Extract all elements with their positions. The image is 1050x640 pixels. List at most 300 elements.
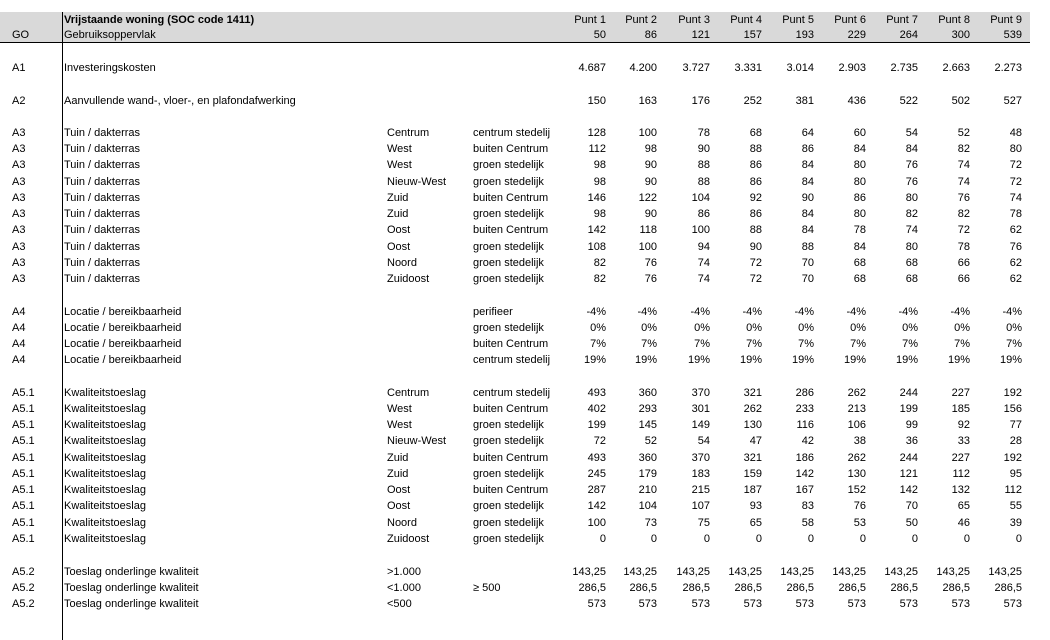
row-value[interactable]: 74	[957, 159, 970, 171]
row-value[interactable]: 522	[899, 95, 918, 107]
row-value[interactable]: 84	[801, 159, 814, 171]
point-header[interactable]: Punt 6	[834, 14, 866, 26]
row-value[interactable]: 84	[853, 241, 866, 253]
row-region[interactable]: Zuid	[387, 208, 409, 220]
row-value[interactable]: 72	[749, 273, 762, 285]
go-label[interactable]: GO	[12, 29, 30, 41]
row-value[interactable]: 0	[599, 533, 606, 545]
row-value[interactable]: 227	[951, 452, 970, 464]
row-value[interactable]: 74	[697, 273, 710, 285]
row-value[interactable]: 80	[905, 192, 918, 204]
row-value[interactable]: 0	[911, 533, 918, 545]
row-value[interactable]: 112	[952, 468, 970, 480]
row-description[interactable]: Tuin / dakterras	[64, 192, 141, 204]
row-value[interactable]: 0%	[590, 322, 606, 334]
row-value[interactable]: -4%	[794, 306, 814, 318]
row-value[interactable]: 80	[853, 208, 866, 220]
row-value[interactable]: 70	[905, 500, 918, 512]
row-value[interactable]: 78	[957, 241, 970, 253]
row-value[interactable]: 301	[691, 403, 710, 415]
row-description[interactable]: Kwaliteitstoeslag	[64, 387, 146, 399]
row-code[interactable]: A3	[12, 241, 26, 253]
point-header[interactable]: Punt 1	[574, 14, 606, 26]
row-value[interactable]: 72	[749, 257, 762, 269]
row-area-type[interactable]: groen stedelijk	[473, 322, 544, 334]
row-value[interactable]: 527	[1003, 95, 1022, 107]
row-value[interactable]: 70	[801, 257, 814, 269]
row-value[interactable]: 19%	[791, 354, 814, 366]
row-area-type[interactable]: groen stedelijk	[473, 468, 544, 480]
row-value[interactable]: 183	[691, 468, 710, 480]
row-value[interactable]: 0	[703, 533, 710, 545]
row-area-type[interactable]: buiten Centrum	[473, 452, 549, 464]
row-value[interactable]: 244	[899, 452, 918, 464]
row-value[interactable]: 76	[957, 192, 970, 204]
row-value[interactable]: 176	[691, 95, 710, 107]
point-header[interactable]: Punt 8	[938, 14, 970, 26]
row-value[interactable]: 2.663	[942, 62, 970, 74]
row-region[interactable]: Oost	[387, 241, 411, 253]
row-code[interactable]: A5.1	[12, 533, 35, 545]
row-region[interactable]: West	[387, 159, 412, 171]
row-value[interactable]: 84	[801, 224, 814, 236]
row-value[interactable]: 76	[1009, 241, 1022, 253]
row-value[interactable]: 286,5	[890, 582, 918, 594]
sheet-title[interactable]: Vrijstaande woning (SOC code 1411)	[64, 14, 255, 26]
row-value[interactable]: 286,5	[629, 582, 657, 594]
row-value[interactable]: 19%	[895, 354, 918, 366]
row-value[interactable]: 65	[749, 517, 762, 529]
row-value[interactable]: 143,25	[572, 566, 606, 578]
row-area-type[interactable]: groen stedelijk	[473, 500, 544, 512]
row-value[interactable]: 321	[743, 452, 762, 464]
row-description[interactable]: Locatie / bereikbaarheid	[64, 322, 182, 334]
row-value[interactable]: 286,5	[942, 582, 970, 594]
row-description[interactable]: Tuin / dakterras	[64, 257, 141, 269]
row-value[interactable]: -4%	[846, 306, 866, 318]
row-value[interactable]: 493	[587, 452, 606, 464]
row-value[interactable]: 192	[1003, 452, 1022, 464]
row-area-type[interactable]: buiten Centrum	[473, 143, 549, 155]
row-description[interactable]: Kwaliteitstoeslag	[64, 435, 146, 447]
row-value[interactable]: 143,25	[728, 566, 762, 578]
row-value[interactable]: 80	[1009, 143, 1022, 155]
row-value[interactable]: 130	[847, 468, 866, 480]
row-value[interactable]: 573	[638, 598, 657, 610]
row-value[interactable]: 86	[749, 208, 762, 220]
row-value[interactable]: 92	[749, 192, 762, 204]
row-value[interactable]: 286,5	[994, 582, 1022, 594]
row-region[interactable]: <500	[387, 598, 412, 610]
row-value[interactable]: 360	[638, 452, 657, 464]
row-value[interactable]: 321	[743, 387, 762, 399]
row-value[interactable]: 262	[847, 452, 866, 464]
row-description[interactable]: Kwaliteitstoeslag	[64, 452, 146, 464]
row-description[interactable]: Tuin / dakterras	[64, 208, 141, 220]
row-description[interactable]: Tuin / dakterras	[64, 224, 141, 236]
row-value[interactable]: 72	[1009, 176, 1022, 188]
row-value[interactable]: 187	[743, 484, 762, 496]
row-value[interactable]: 7%	[798, 338, 814, 350]
row-code[interactable]: A4	[12, 306, 26, 318]
row-value[interactable]: 52	[644, 435, 657, 447]
row-value[interactable]: -4%	[742, 306, 762, 318]
row-value[interactable]: 370	[691, 387, 710, 399]
row-code[interactable]: A5.1	[12, 419, 35, 431]
row-value[interactable]: 78	[853, 224, 866, 236]
row-region[interactable]: Nieuw-West	[387, 176, 447, 188]
row-value[interactable]: 0%	[850, 322, 866, 334]
row-value[interactable]: 72	[1009, 159, 1022, 171]
row-value[interactable]: 60	[853, 127, 866, 139]
row-area-type[interactable]: groen stedelijk	[473, 208, 544, 220]
row-value[interactable]: 3.014	[786, 62, 814, 74]
row-area-type[interactable]: groen stedelijk	[473, 435, 544, 447]
row-description[interactable]: Tuin / dakterras	[64, 143, 141, 155]
row-value[interactable]: 573	[951, 598, 970, 610]
row-value[interactable]: 0	[650, 533, 657, 545]
row-region[interactable]: Nieuw-West	[387, 435, 447, 447]
row-value[interactable]: 0%	[954, 322, 970, 334]
row-value[interactable]: -4%	[637, 306, 657, 318]
row-code[interactable]: A5.1	[12, 452, 35, 464]
row-value[interactable]: 84	[905, 143, 918, 155]
row-value[interactable]: 19%	[999, 354, 1022, 366]
row-value[interactable]: 94	[697, 241, 710, 253]
row-description[interactable]: Aanvullende wand-, vloer-, en plafondafwerking	[64, 95, 296, 107]
row-value[interactable]: 179	[638, 468, 657, 480]
row-value[interactable]: 90	[697, 143, 710, 155]
row-value[interactable]: 573	[795, 598, 814, 610]
row-value[interactable]: 86	[853, 192, 866, 204]
row-value[interactable]: 106	[847, 419, 866, 431]
row-value[interactable]: 143,25	[623, 566, 657, 578]
row-value[interactable]: 215	[691, 484, 710, 496]
point-header[interactable]: Punt 3	[678, 14, 710, 26]
row-area-type[interactable]: groen stedelijk	[473, 159, 544, 171]
row-value[interactable]: 90	[749, 241, 762, 253]
row-value[interactable]: 0	[963, 533, 970, 545]
row-value[interactable]: 86	[697, 208, 710, 220]
row-region[interactable]: >1.000	[387, 566, 421, 578]
row-value[interactable]: 62	[1009, 273, 1022, 285]
row-value[interactable]: 0%	[694, 322, 710, 334]
row-region[interactable]: Noord	[387, 517, 417, 529]
row-value[interactable]: 132	[951, 484, 970, 496]
row-region[interactable]: West	[387, 403, 412, 415]
row-area-type[interactable]: ≥ 500	[473, 582, 501, 594]
row-value[interactable]: 100	[638, 241, 657, 253]
row-region[interactable]: Zuidoost	[387, 533, 430, 545]
row-value[interactable]: 143,25	[936, 566, 970, 578]
row-value[interactable]: 2.903	[838, 62, 866, 74]
row-value[interactable]: 88	[749, 224, 762, 236]
row-region[interactable]: West	[387, 143, 412, 155]
row-value[interactable]: 76	[644, 273, 657, 285]
row-value[interactable]: 573	[847, 598, 866, 610]
area-value[interactable]: 157	[743, 29, 762, 41]
row-value[interactable]: 39	[1009, 517, 1022, 529]
row-value[interactable]: 159	[743, 468, 762, 480]
row-region[interactable]: Centrum	[387, 127, 430, 139]
row-region[interactable]: West	[387, 419, 412, 431]
row-value[interactable]: 150	[587, 95, 606, 107]
row-area-type[interactable]: groen stedelijk	[473, 241, 544, 253]
row-value[interactable]: 33	[957, 435, 970, 447]
row-value[interactable]: 199	[899, 403, 918, 415]
row-value[interactable]: 68	[749, 127, 762, 139]
row-value[interactable]: 98	[593, 208, 606, 220]
row-value[interactable]: 0	[755, 533, 762, 545]
row-code[interactable]: A3	[12, 224, 26, 236]
row-value[interactable]: 88	[697, 176, 710, 188]
row-value[interactable]: 54	[697, 435, 710, 447]
row-value[interactable]: 19%	[739, 354, 762, 366]
row-value[interactable]: 573	[587, 598, 606, 610]
row-code[interactable]: A5.1	[12, 435, 35, 447]
row-value[interactable]: 213	[847, 403, 866, 415]
row-description[interactable]: Locatie / bereikbaarheid	[64, 338, 182, 350]
row-value[interactable]: 130	[743, 419, 762, 431]
row-value[interactable]: 0	[1015, 533, 1022, 545]
row-value[interactable]: 0%	[1006, 322, 1022, 334]
row-description[interactable]: Kwaliteitstoeslag	[64, 533, 146, 545]
row-area-type[interactable]: groen stedelijk	[473, 419, 544, 431]
row-code[interactable]: A5.1	[12, 517, 35, 529]
row-value[interactable]: 82	[593, 257, 606, 269]
row-value[interactable]: 118	[639, 224, 657, 236]
row-value[interactable]: 53	[853, 517, 866, 529]
row-value[interactable]: 74	[1009, 192, 1022, 204]
row-value[interactable]: 73	[644, 517, 657, 529]
row-value[interactable]: 93	[749, 500, 762, 512]
area-value[interactable]: 300	[951, 29, 970, 41]
row-value[interactable]: 0%	[641, 322, 657, 334]
row-code[interactable]: A4	[12, 322, 26, 334]
row-value[interactable]: 227	[951, 387, 970, 399]
row-value[interactable]: 72	[593, 435, 606, 447]
row-value[interactable]: 68	[853, 257, 866, 269]
row-description[interactable]: Tuin / dakterras	[64, 127, 141, 139]
row-description[interactable]: Locatie / bereikbaarheid	[64, 306, 182, 318]
row-value[interactable]: 70	[801, 273, 814, 285]
row-value[interactable]: 90	[644, 159, 657, 171]
row-description[interactable]: Toeslag onderlinge kwaliteit	[64, 566, 199, 578]
row-area-type[interactable]: buiten Centrum	[473, 484, 549, 496]
point-header[interactable]: Punt 9	[990, 14, 1022, 26]
row-code[interactable]: A5.2	[12, 582, 35, 594]
row-description[interactable]: Toeslag onderlinge kwaliteit	[64, 582, 199, 594]
row-code[interactable]: A3	[12, 273, 26, 285]
row-code[interactable]: A5.1	[12, 500, 35, 512]
row-code[interactable]: A5.1	[12, 468, 35, 480]
row-value[interactable]: 402	[587, 403, 606, 415]
row-value[interactable]: 146	[587, 192, 606, 204]
row-value[interactable]: 52	[957, 127, 970, 139]
row-value[interactable]: 75	[697, 517, 710, 529]
row-value[interactable]: 62	[1009, 224, 1022, 236]
row-value[interactable]: 84	[801, 176, 814, 188]
point-header[interactable]: Punt 4	[730, 14, 762, 26]
row-value[interactable]: 80	[905, 241, 918, 253]
row-value[interactable]: 121	[899, 468, 918, 480]
row-area-type[interactable]: buiten Centrum	[473, 403, 549, 415]
row-value[interactable]: 7%	[850, 338, 866, 350]
row-description[interactable]: Kwaliteitstoeslag	[64, 403, 146, 415]
row-value[interactable]: 82	[593, 273, 606, 285]
row-value[interactable]: 493	[587, 387, 606, 399]
row-value[interactable]: 74	[697, 257, 710, 269]
row-code[interactable]: A5.1	[12, 403, 35, 415]
row-code[interactable]: A3	[12, 127, 26, 139]
row-value[interactable]: 19%	[687, 354, 710, 366]
row-region[interactable]: Oost	[387, 500, 411, 512]
row-value[interactable]: 2.273	[994, 62, 1022, 74]
row-value[interactable]: 199	[587, 419, 606, 431]
area-value[interactable]: 50	[593, 29, 606, 41]
point-header[interactable]: Punt 2	[625, 14, 657, 26]
area-value[interactable]: 86	[644, 29, 657, 41]
row-value[interactable]: 0%	[902, 322, 918, 334]
row-value[interactable]: 62	[1009, 257, 1022, 269]
row-value[interactable]: 86	[801, 143, 814, 155]
row-area-type[interactable]: groen stedelijk	[473, 273, 544, 285]
row-area-type[interactable]: centrum stedelij	[473, 354, 551, 366]
row-value[interactable]: 28	[1009, 435, 1022, 447]
row-value[interactable]: 370	[691, 452, 710, 464]
row-code[interactable]: A4	[12, 338, 26, 350]
row-value[interactable]: 68	[905, 257, 918, 269]
row-value[interactable]: 167	[795, 484, 814, 496]
row-code[interactable]: A3	[12, 257, 26, 269]
row-value[interactable]: 95	[1009, 468, 1022, 480]
row-code[interactable]: A3	[12, 159, 26, 171]
row-area-type[interactable]: buiten Centrum	[473, 338, 549, 350]
row-description[interactable]: Tuin / dakterras	[64, 159, 141, 171]
row-value[interactable]: 82	[957, 143, 970, 155]
row-value[interactable]: 286	[795, 387, 814, 399]
row-value[interactable]: 78	[1009, 208, 1022, 220]
row-description[interactable]: Kwaliteitstoeslag	[64, 484, 146, 496]
row-value[interactable]: 107	[691, 500, 710, 512]
row-value[interactable]: 46	[957, 517, 970, 529]
row-value[interactable]: 83	[801, 500, 814, 512]
row-code[interactable]: A3	[12, 192, 26, 204]
row-value[interactable]: 381	[795, 95, 814, 107]
row-value[interactable]: 143,25	[884, 566, 918, 578]
row-value[interactable]: 0%	[746, 322, 762, 334]
row-value[interactable]: 149	[691, 419, 710, 431]
row-area-type[interactable]: groen stedelijk	[473, 176, 544, 188]
row-description[interactable]: Tuin / dakterras	[64, 176, 141, 188]
row-area-type[interactable]: perifieer	[473, 306, 513, 318]
row-region[interactable]: Oost	[387, 484, 411, 496]
row-value[interactable]: 7%	[902, 338, 918, 350]
row-region[interactable]: Centrum	[387, 387, 430, 399]
row-code[interactable]: A5.1	[12, 484, 35, 496]
row-value[interactable]: 108	[587, 241, 606, 253]
row-region[interactable]: Zuid	[387, 192, 409, 204]
row-area-type[interactable]: buiten Centrum	[473, 192, 549, 204]
row-value[interactable]: 36	[905, 435, 918, 447]
row-code[interactable]: A5.2	[12, 598, 35, 610]
row-value[interactable]: 86	[749, 159, 762, 171]
row-value[interactable]: 0	[807, 533, 814, 545]
row-value[interactable]: 0	[859, 533, 866, 545]
row-value[interactable]: 143,25	[676, 566, 710, 578]
row-code[interactable]: A3	[12, 208, 26, 220]
row-value[interactable]: 286,5	[838, 582, 866, 594]
row-value[interactable]: 116	[796, 419, 814, 431]
row-value[interactable]: 76	[905, 159, 918, 171]
row-value[interactable]: 98	[644, 143, 657, 155]
row-value[interactable]: 76	[853, 500, 866, 512]
row-value[interactable]: 122	[638, 192, 657, 204]
row-value[interactable]: 286,5	[786, 582, 814, 594]
area-label[interactable]: Gebruiksoppervlak	[64, 29, 156, 41]
area-value[interactable]: 264	[899, 29, 918, 41]
row-value[interactable]: 19%	[634, 354, 657, 366]
row-area-type[interactable]: groen stedelijk	[473, 257, 544, 269]
area-value[interactable]: 229	[847, 29, 866, 41]
row-description[interactable]: Kwaliteitstoeslag	[64, 468, 146, 480]
row-value[interactable]: 19%	[947, 354, 970, 366]
row-value[interactable]: 262	[847, 387, 866, 399]
row-description[interactable]: Kwaliteitstoeslag	[64, 500, 146, 512]
row-value[interactable]: -4%	[950, 306, 970, 318]
row-code[interactable]: A4	[12, 354, 26, 366]
row-area-type[interactable]: groen stedelijk	[473, 517, 544, 529]
row-value[interactable]: 7%	[1006, 338, 1022, 350]
row-value[interactable]: 76	[644, 257, 657, 269]
row-value[interactable]: 185	[951, 403, 970, 415]
row-value[interactable]: 19%	[843, 354, 866, 366]
row-value[interactable]: 88	[801, 241, 814, 253]
row-code[interactable]: A3	[12, 143, 26, 155]
row-value[interactable]: 84	[853, 143, 866, 155]
row-value[interactable]: 573	[743, 598, 762, 610]
point-header[interactable]: Punt 7	[886, 14, 918, 26]
row-value[interactable]: 47	[749, 435, 762, 447]
row-region[interactable]: Zuidoost	[387, 273, 430, 285]
row-value[interactable]: 573	[691, 598, 710, 610]
row-value[interactable]: 192	[1003, 387, 1022, 399]
row-value[interactable]: 90	[644, 176, 657, 188]
row-value[interactable]: 262	[743, 403, 762, 415]
area-value[interactable]: 539	[1003, 29, 1022, 41]
row-value[interactable]: 142	[587, 500, 606, 512]
row-value[interactable]: 66	[957, 257, 970, 269]
row-value[interactable]: 156	[1003, 403, 1022, 415]
row-value[interactable]: 50	[905, 517, 918, 529]
row-value[interactable]: 80	[853, 176, 866, 188]
row-value[interactable]: 152	[847, 484, 866, 496]
row-value[interactable]: 112	[588, 143, 606, 155]
row-description[interactable]: Kwaliteitstoeslag	[64, 517, 146, 529]
row-value[interactable]: 82	[905, 208, 918, 220]
row-value[interactable]: 4.200	[629, 62, 657, 74]
row-description[interactable]: Tuin / dakterras	[64, 273, 141, 285]
row-region[interactable]: <1.000	[387, 582, 421, 594]
row-value[interactable]: 48	[1009, 127, 1022, 139]
row-value[interactable]: 55	[1009, 500, 1022, 512]
row-description[interactable]: Kwaliteitstoeslag	[64, 419, 146, 431]
row-value[interactable]: 82	[957, 208, 970, 220]
row-value[interactable]: 143,25	[832, 566, 866, 578]
row-value[interactable]: 100	[638, 127, 657, 139]
row-value[interactable]: 104	[691, 192, 710, 204]
row-value[interactable]: 436	[847, 95, 866, 107]
